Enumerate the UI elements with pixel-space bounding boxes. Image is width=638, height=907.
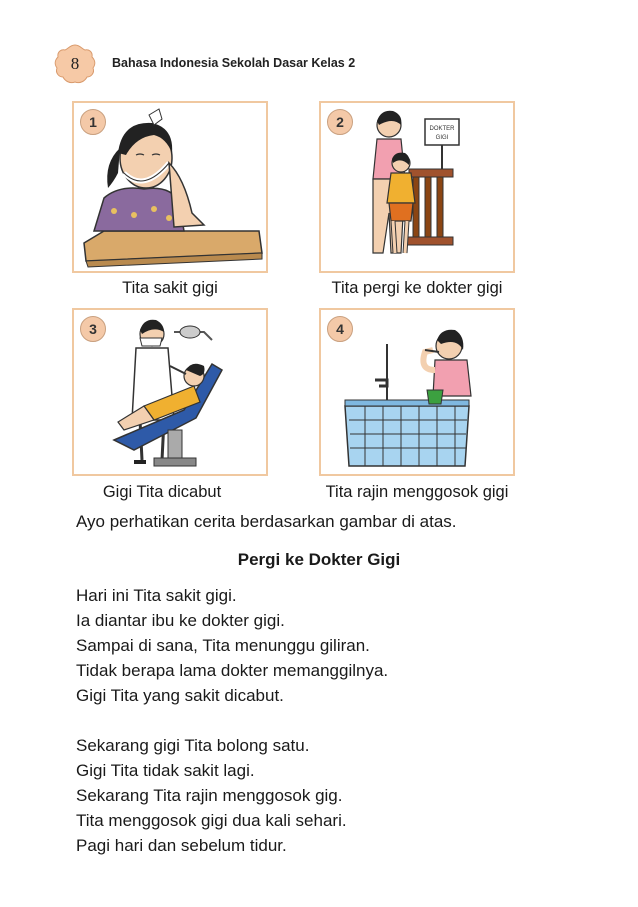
story-stanza-2 [76,733,347,858]
book-title: Bahasa Indonesia Sekolah Dasar Kelas 2 [112,56,356,70]
story-stanza-1 [76,583,388,708]
page-number-badge [52,42,98,86]
story-line: Sekarang gigi Tita bolong satu. [76,736,310,755]
panel-4-caption: Tita rajin menggosok gigi [325,483,509,501]
story-title: Pergi ke Dokter Gigi [237,550,401,569]
story-line: Tita menggosok gigi dua kali sehari. [76,811,347,830]
story-line: Gigi Tita tidak sakit lagi. [76,761,255,780]
story-line: Pagi hari dan sebelum tidur. [76,836,287,855]
story-line: Sampai di sana, Tita menunggu giliran. [76,636,370,655]
panel-number-badge: 2 [327,109,353,135]
panel-number-badge: 1 [80,109,106,135]
panel-2-caption: Tita pergi ke dokter gigi [331,279,503,297]
panel-3 [72,308,268,476]
panel-1 [72,101,268,273]
svg-text:GIGI: GIGI [435,135,449,141]
panel-1-caption: Tita sakit gigi [122,279,218,297]
panel-2 [319,101,515,273]
story-line: Gigi Tita yang sakit dicabut. [76,686,284,705]
intro-instruction: Ayo perhatikan cerita berdasarkan gambar di atas. [76,512,457,531]
page-number: 8 [70,54,80,73]
clinic-sign-text: DOKTER [429,126,455,132]
story-line: Hari ini Tita sakit gigi. [76,586,237,605]
panel-number-badge: 4 [327,316,353,342]
story-line: Ia diantar ibu ke dokter gigi. [76,611,285,630]
story-line: Sekarang Tita rajin menggosok gig. [76,786,343,805]
story-line: Tidak berapa lama dokter memanggilnya. [76,661,389,680]
panel-number-badge: 3 [80,316,106,342]
panel-4 [319,308,515,476]
panel-3-caption: Gigi Tita dicabut [102,483,222,501]
